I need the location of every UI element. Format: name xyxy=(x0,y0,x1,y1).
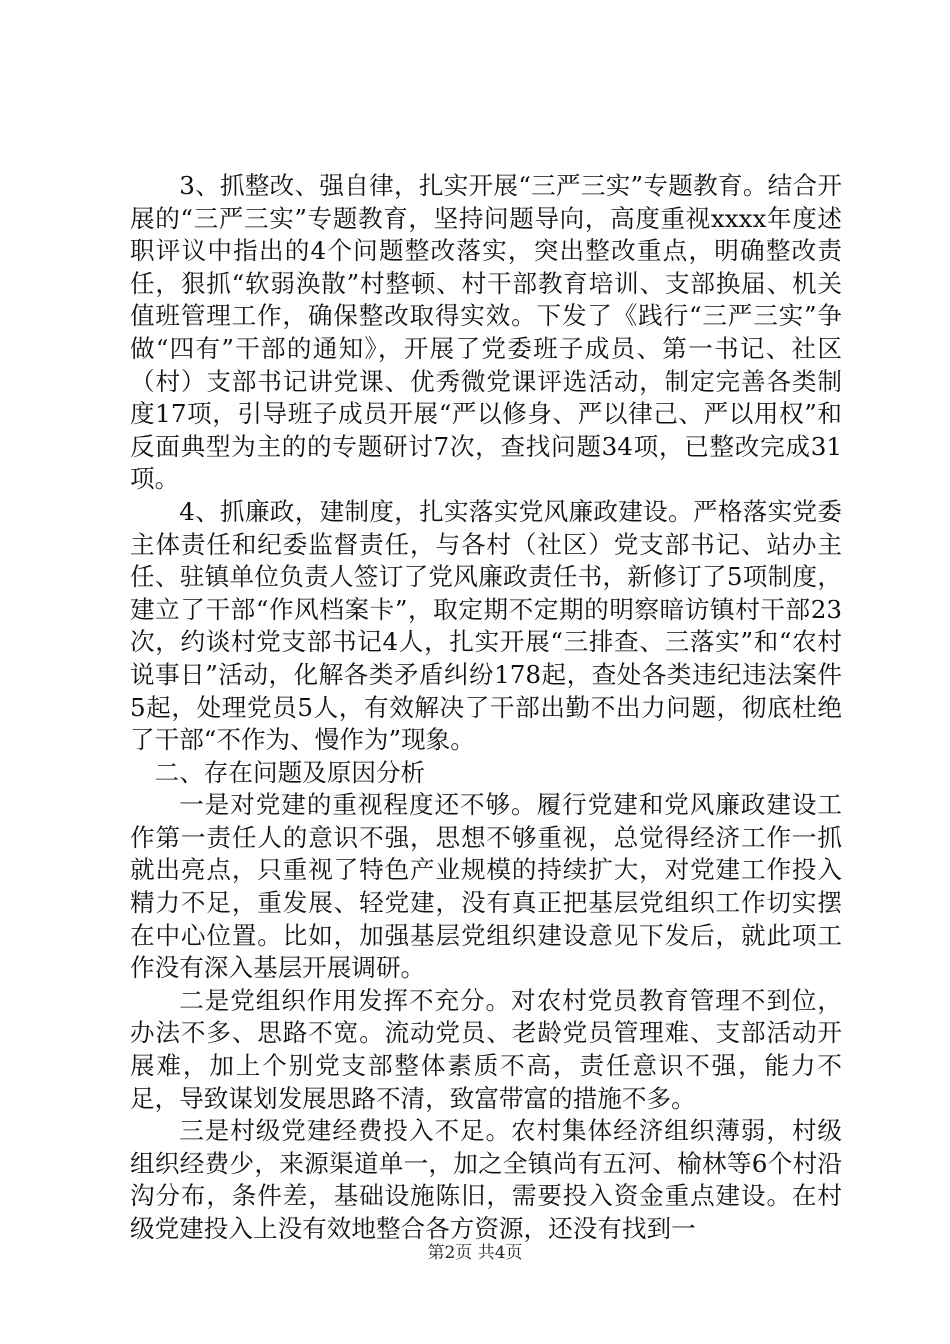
page-number-footer: 第2页 共4页 xyxy=(427,1243,523,1263)
document-body xyxy=(130,170,842,1246)
paragraph-integrity: 4、抓廉政，建制度，扎实落实党风廉政建设。严格落实党委主体责任和纪委监督责任，与各村（社区）党支部书记、站办主任、驻镇单位负责人签订了党风廉政责任书，新修订了5项制度，建立了干部“作风档案卡”，取定期不定期的明察暗访镇村干部23次，约谈村党支部书记4人，扎实开展“三排查、三落实”和“农村说事日”活动，化解各类矛盾纠纷178起，查处各类违纪违法案件5起，处理党员5人，有效解决了干部出勤不出力问题，彻底杜绝了干部“不作为、慢作为”现象。 xyxy=(130,496,842,755)
paragraph-problem-three: 三是村级党建经费投入不足。农村集体经济组织薄弱，村级组织经费少，来源渠道单一，加之全镇尚有五河、榆林等6个村沿沟分布，条件差，基础设施陈旧，需要投入资金重点建设。在村级党建投入上没有效地整合各方资源，还没有找到一 xyxy=(130,1116,842,1243)
paragraph-rectification: 3、抓整改、强自律，扎实开展“三严三实”专题教育。结合开展的“三严三实”专题教育，坚持问题导向，高度重视xxxx年度述职评议中指出的4个问题整改落实，突出整改重点，明确整改责任，狠抓“软弱涣散”村整顿、村干部教育培训、支部换届、机关值班管理工作，确保整改取得实效。下发了《践行“三严三实”争做“四有”干部的通知》，开展了党委班子成员、第一书记、社区（村）支部书记讲党课、优秀微党课评选活动，制定完善各类制度17项，引导班子成员开展“严以修身、严以律己、严以用权”和反面典型为主的的专题研讨7次，查找问题34项，已整改完成31项。 xyxy=(130,171,842,494)
paragraph-problem-one: 一是对党建的重视程度还不够。履行党建和党风廉政建设工作第一责任人的意识不强，思想不够重视，总觉得经济工作一抓就出亮点，只重视了特色产业规模的持续扩大，对党建工作投入精力不足，重发展、轻党建，没有真正把基层党组织工作切实摆在中心位置。比如，加强基层党组织建设意见下发后，就此项工作没有深入基层开展调研。 xyxy=(130,790,842,983)
paragraph-problem-two: 二是党组织作用发挥不充分。对农村党员教育管理不到位，办法不多、思路不宽。流动党员、老龄党员管理难、支部活动开展难，加上个别党支部整体素质不高，责任意识不强，能力不足，导致谋划发展思路不清，致富带富的措施不多。 xyxy=(130,985,842,1113)
section-heading-problems: 二、存在问题及原因分析 xyxy=(154,757,426,787)
